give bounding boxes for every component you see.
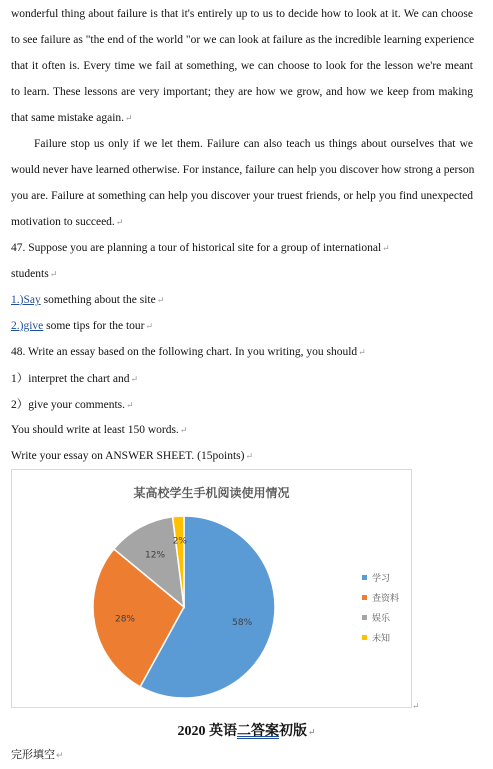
text-line: that it often is. Every time we fail at something, we can choose to look for the lesson we're meant bbox=[11, 60, 473, 72]
text-line: you are. Failure at something can help you discover your truest friends, or help you find unexpected bbox=[11, 190, 473, 202]
paragraph-mark: ↵ bbox=[307, 727, 316, 737]
q48-item-2 bbox=[11, 398, 134, 412]
data-label: 58% bbox=[232, 617, 253, 628]
paragraph-mark: ↵ bbox=[412, 701, 420, 711]
section-label bbox=[11, 748, 64, 763]
legend-label: 未知 bbox=[372, 634, 391, 644]
legend-label: 学习 bbox=[372, 574, 391, 584]
text-line: wonderful thing about failure is that it's entirely up to us to decide how to look at it. We can choose bbox=[11, 8, 473, 20]
data-label: 28% bbox=[114, 614, 136, 625]
q47-item-1 bbox=[11, 293, 164, 307]
legend-label: 查资料 bbox=[372, 594, 400, 604]
paragraph-mark: ↵ bbox=[56, 751, 64, 761]
item-number-link[interactable]: 2.)give bbox=[11, 320, 44, 332]
paragraph-mark: ↵ bbox=[179, 425, 188, 435]
legend-item bbox=[362, 611, 390, 624]
legend-label: 娱乐 bbox=[372, 614, 391, 624]
q48-item-1 bbox=[11, 372, 138, 386]
text-line bbox=[11, 111, 133, 125]
text-span: 47. Suppose you are planning a tour of historical site for a group of international bbox=[11, 242, 382, 254]
pie-chart bbox=[12, 470, 411, 707]
paragraph-mark: ↵ bbox=[126, 400, 134, 410]
text-span: students bbox=[11, 268, 49, 280]
text-line: to learn. These lessons are very important; they are how we grow, and how we keep from making bbox=[11, 86, 473, 98]
text-line bbox=[11, 449, 253, 463]
question-47 bbox=[11, 241, 390, 255]
legend-item bbox=[362, 591, 399, 604]
text-span: 完形填空 bbox=[11, 748, 55, 761]
legend-item bbox=[362, 631, 390, 644]
legend-item bbox=[362, 571, 390, 584]
text-span: motivation to succeed. bbox=[11, 216, 115, 228]
text-span: that same mistake again. bbox=[11, 112, 125, 124]
data-label: 12% bbox=[145, 550, 166, 561]
chart-title: 某高校学生手机阅读使用情况 bbox=[133, 486, 290, 500]
text-line: Failure stop us only if we let them. Failure can also teach us things about ourselves that we bbox=[34, 138, 473, 150]
text-line: would never have learned otherwise. For instance, failure can help you discover how strong a person bbox=[11, 164, 475, 176]
q47-item-2 bbox=[11, 319, 153, 333]
text-span: You should write at least 150 words. bbox=[11, 424, 179, 436]
paragraph-mark: ↵ bbox=[115, 217, 124, 227]
text-line bbox=[11, 423, 187, 437]
paragraph-mark: ↵ bbox=[125, 113, 133, 123]
text-span: 2）give your comments. bbox=[11, 399, 126, 411]
paragraph-mark: ↵ bbox=[145, 321, 154, 331]
paragraph-mark: ↵ bbox=[358, 347, 366, 357]
text-span: some tips for the tour bbox=[43, 320, 145, 332]
data-label: 2% bbox=[172, 536, 187, 547]
text-line bbox=[11, 267, 57, 281]
legend-swatch bbox=[362, 615, 367, 620]
paragraph-mark: ↵ bbox=[382, 243, 390, 253]
heading-part: 初版 bbox=[278, 724, 307, 739]
text-span: 48. Write an essay based on the following chart. In you writing, you should bbox=[11, 346, 358, 358]
heading-part-underlined: 二答案 bbox=[236, 724, 279, 739]
heading-part: 2020 英语 bbox=[177, 724, 237, 739]
text-span: something about the site bbox=[40, 294, 156, 306]
legend-swatch bbox=[362, 575, 367, 580]
text-line bbox=[11, 215, 123, 229]
item-number-link[interactable]: 1.)Say bbox=[11, 294, 41, 306]
paragraph-mark: ↵ bbox=[156, 295, 165, 305]
question-48 bbox=[11, 345, 366, 359]
pie-chart-frame[interactable] bbox=[11, 469, 412, 708]
paragraph-mark: ↵ bbox=[130, 374, 139, 384]
answer-heading bbox=[0, 720, 493, 740]
paragraph-mark: ↵ bbox=[245, 451, 253, 461]
paragraph-mark: ↵ bbox=[49, 269, 58, 279]
text-span: 1）interpret the chart and bbox=[11, 373, 130, 385]
text-line: to see failure as "the end of the world "or we can look at failure as the incredible learning experience bbox=[11, 34, 475, 46]
legend-swatch bbox=[362, 635, 367, 640]
legend-swatch bbox=[362, 595, 367, 600]
text-span: Write your essay on ANSWER SHEET. (15points) bbox=[11, 450, 245, 462]
